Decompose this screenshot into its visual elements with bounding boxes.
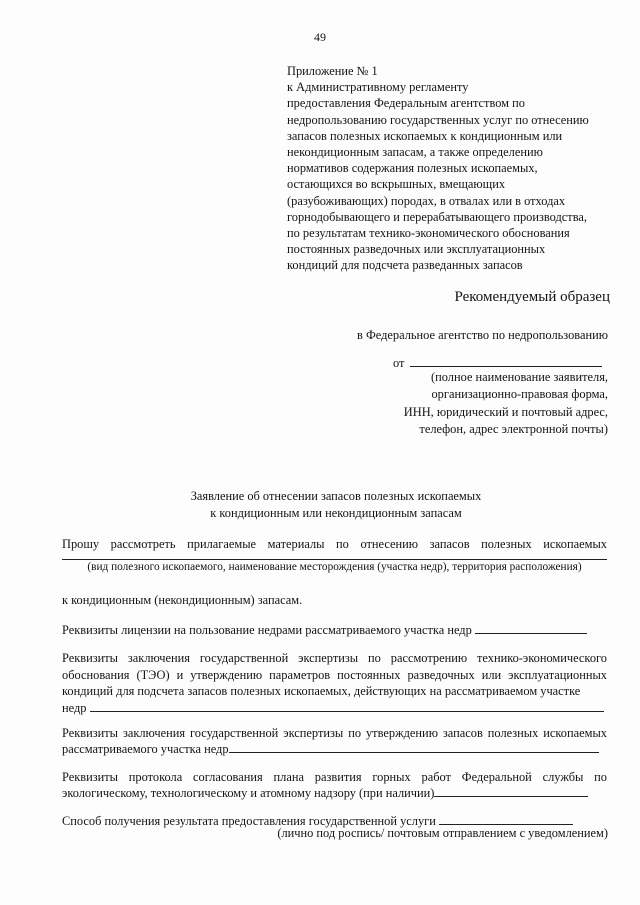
expertise-reserves-tail: [62, 741, 607, 758]
from-blank-line[interactable]: [410, 355, 602, 367]
expertise-teo-text: Реквизиты заключения государственной экспертизы по рассмотрению технико-экономического обоснования (ТЭО) и утверждению параметров постоянных разведочных или эксплуатационных кондиций для подсчета запасов полезных ископаемых, действующих на рассматриваемом участке: [62, 651, 607, 699]
expertise-reserves-blank-line[interactable]: [229, 741, 599, 753]
appendix-line: по результатам технико-экономического обоснования: [287, 226, 570, 241]
title-line: Заявление об отнесении запасов полезных ископаемых: [190, 489, 482, 503]
appendix-line: постоянных разведочных или эксплуатационных: [287, 242, 546, 257]
request-text: Прошу рассмотреть прилагаемые материалы по отнесению запасов полезных ископаемых: [62, 537, 607, 551]
from-hint-line: организационно-правовая форма,: [431, 387, 608, 402]
appendix-line: (разубоживающих) породах, в отвалах или в отходах: [287, 193, 566, 208]
request-caption: (вид полезного ископаемого, наименование месторождения (участка недр), территория расположения): [87, 561, 582, 573]
protocol-blank-line[interactable]: [434, 785, 588, 797]
protocol-tail-label: экологическому, технологическому и атомному надзору (при наличии): [62, 786, 435, 800]
expertise-teo-tail: [62, 700, 607, 717]
from-hint: [404, 369, 608, 438]
from-hint-line: (полное наименование заявителя,: [431, 370, 608, 384]
method-hint: (лично под роспись/ почтовым отправлением с уведомлением): [277, 826, 608, 840]
request-blank-line[interactable]: [62, 559, 607, 560]
appendix-line: некондиционным запасам, а также определению: [287, 145, 543, 160]
appendix-line: запасов полезных ископаемых к кондиционным или: [287, 128, 563, 143]
method-label: Способ получения результата предоставления государственной услуги: [62, 814, 436, 828]
statement-title: [150, 488, 522, 521]
appendix-line: предоставления Федеральным агентством по: [287, 96, 525, 111]
page-number: 49: [314, 30, 326, 44]
title-line: к кондиционным или некондиционным запасам: [210, 505, 462, 520]
from-hint-line: ИНН, юридический и почтовый адрес,: [403, 404, 608, 419]
from-label: от: [393, 356, 405, 370]
appendix-line: горнодобывающего и перерабатывающего производства,: [287, 209, 587, 224]
appendix-header: [287, 63, 617, 274]
expertise-reserves-tail-label: рассматриваемого участка недр: [62, 742, 229, 756]
appendix-line: остающихся во вскрышных, вмещающих: [287, 177, 506, 192]
protocol-text: Реквизиты протокола согласования плана развития горных работ Федеральной службы по: [62, 770, 607, 784]
appendix-line: нормативов содержания полезных ископаемых,: [287, 161, 538, 176]
appendix-line: недропользованию государственных услуг по отнесению: [287, 112, 589, 127]
appendix-line: Приложение № 1: [287, 64, 378, 78]
addressee: в Федеральное агентство по недропользованию: [357, 328, 608, 342]
license-label: Реквизиты лицензии на пользование недрами рассматриваемого участка недр: [62, 623, 472, 637]
appendix-line: к Административному регламенту: [287, 80, 469, 95]
license-blank-line[interactable]: [475, 622, 587, 634]
license-field: [62, 622, 607, 639]
from-hint-line: телефон, адрес электронной почты): [419, 421, 608, 436]
protocol-tail: [62, 785, 607, 802]
appendix-line: кондиций для подсчета разведанных запасов: [287, 258, 523, 273]
expertise-reserves-text: Реквизиты заключения государственной экспертизы по утверждению запасов полезных ископаемых: [62, 726, 607, 740]
expertise-teo-tail-label: недр: [62, 701, 87, 715]
method-blank-line[interactable]: [439, 813, 573, 825]
sample-label: Рекомендуемый образец: [454, 289, 610, 305]
request-continuation: к кондиционным (некондиционным) запасам.: [62, 593, 303, 607]
expertise-teo-blank-line[interactable]: [90, 700, 604, 712]
